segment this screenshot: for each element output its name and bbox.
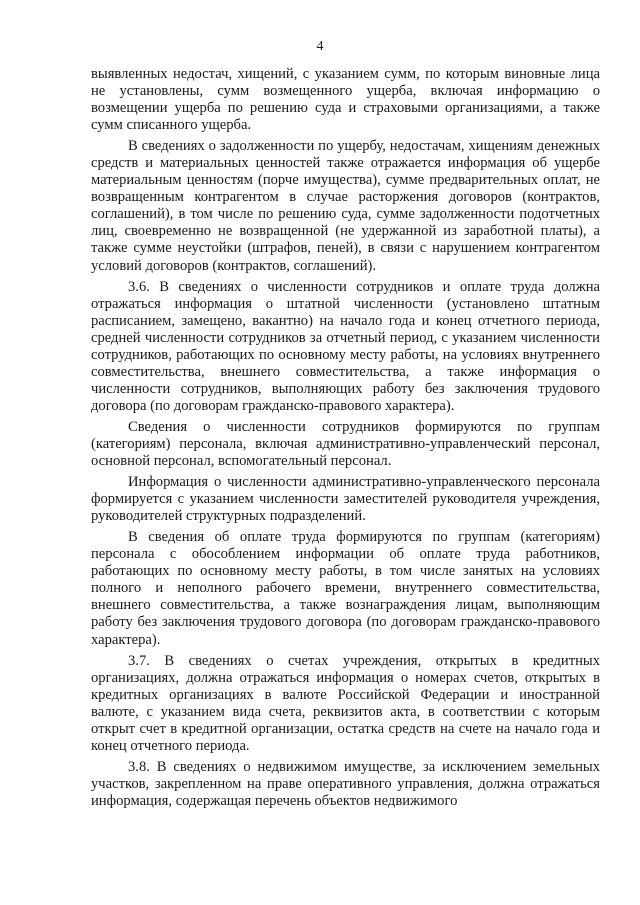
document-body <box>91 66 600 814</box>
paragraph-3-8-real-estate: 3.8. В сведениях о недвижимом имуществе, за исключением земельных участков, закрепленном на праве оперативного управления, должна отражаться информация, содержащая перечень объектов недвижимого <box>91 758 600 809</box>
paragraph-3-7-bank-accounts: 3.7. В сведениях о счетах учреждения, открытых в кредитных организациях, должна отражаться информация о номерах счетов, открытых в кредитных организациях в валюте Российской Федерации и иностранной валюте, с указанием вида счета, реквизитов акта, в соответствии с которым открыт счет в кредитной организации, остатка средств на счете на начало года и конец отчетного периода. <box>91 652 600 754</box>
paragraph-pay-groups: В сведения об оплате труда формируются по группам (категориям) персонала с обособлением информации об оплате труда работников, работающих по основному месту работы, в том числе занятых на условиях полного и неполного рабочего времени, внутреннего совместительства, внешнего совместительства, а также вознаграждения лицам, выполняющим работу без заключения трудового договора (по договорам гражданско-правового характера). <box>91 529 600 648</box>
paragraph-damage-debt: В сведениях о задолженности по ущербу, недостачам, хищениям денежных средств и материальных ценностей также отражается информация об ущербе материальным ценностям (порче имущества), сумме предварительных оплат, не возвращенным контрагентом в случае расторжения договоров (контрактов, соглашений), в том числе по решению суда, сумме задолженности подотчетных лиц, своевременно не возвращенной (не удержанной из заработной платы), а также сумме неустойки (штрафов, пеней), в связи с нарушением контрагентом условий договоров (контрактов, соглашений). <box>91 138 600 274</box>
paragraph-admin-staff: Информация о численности административно-управленческого персонала формируется с указанием численности заместителей руководителя учреждения, руководителей структурных подразделений. <box>91 474 600 525</box>
paragraph-staff-groups: Сведения о численности сотрудников формируются по группам (категориям) персонала, включая административно-управленческий персонал, основной персонал, вспомогательный персонал. <box>91 418 600 470</box>
paragraph-3-6-staff-and-pay: 3.6. В сведениях о численности сотрудников и оплате труда должна отражаться информация о штатной численности (установлено штатным расписанием, замещено, вакантно) на начало года и конец отчетного периода, средней численности сотрудников за отчетный период, с указанием численности сотрудников, работающих по основному месту работы, на условиях внутреннего совместительства, внешнего совместительства, а также информация о численности сотрудников, выполняющих работу без заключения трудового договора (по договорам гражданско-правового характера). <box>91 278 600 414</box>
page-number: 4 <box>316 39 324 54</box>
paragraph-damage-summary-continued: выявленных недостач, хищений, с указанием сумм, по которым виновные лица не установлены, сумм возмещенного ущерба, включая информацию о возмещении ущерба по решению суда и страховыми организациями, а также сумм списанного ущерба. <box>91 66 600 134</box>
